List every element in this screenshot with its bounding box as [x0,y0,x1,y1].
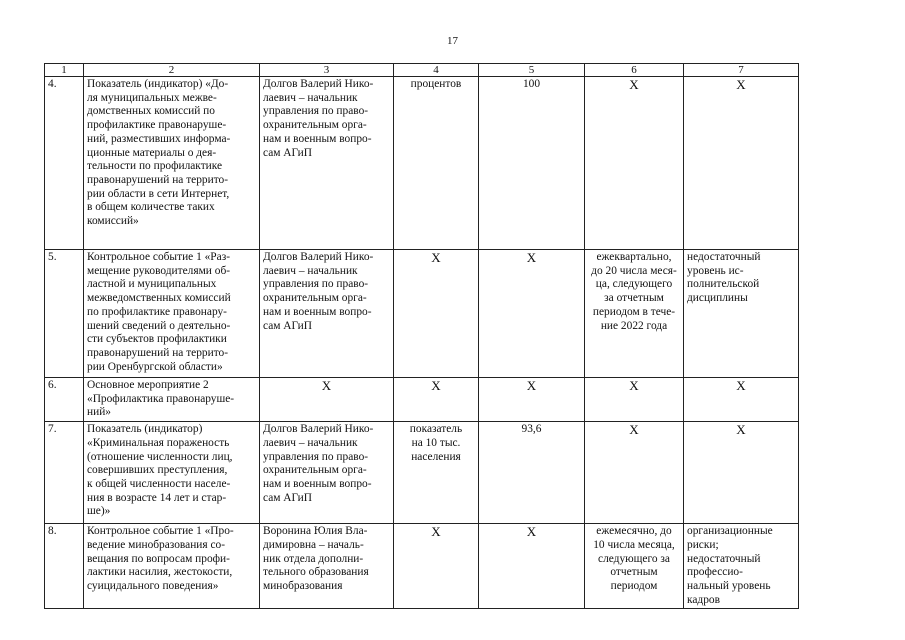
table-row [45,378,799,422]
row-deadline-text: ежеквартально, до 20 числа меся- ца, следующего за отчетным периодом в тече- ние 2022 года [591,251,677,332]
row-deadline-text: X [629,422,639,438]
row-name-text: Контрольное событие 1 «Про- ведение минобразования со- вещания по вопросам профи- лактики насилия, жестокости, суицидального поведения» [87,525,234,592]
row-risks [684,524,799,609]
header-cell-2: 2 [84,64,260,77]
row-name-text: Основное мероприятие 2 «Профилактика правонаруше- ний» [87,379,235,419]
row-risks [684,378,799,422]
table-row [45,250,799,378]
row-unit-text: X [431,250,441,265]
table-row [45,422,799,524]
row-unit [394,250,479,378]
header-cell-1: 1 [45,64,84,77]
row-unit-text: X [431,378,441,393]
row-responsible-text: Долгов Валерий Нико- лаевич – начальник управления по право- охранительным орга- нам и военным вопро- сам АГиП [263,78,374,159]
row-unit [394,77,479,250]
row-responsible-text: Долгов Валерий Нико- лаевич – начальник управления по право- охранительным орга- нам и военным вопро- сам АГиП [263,251,374,332]
row-value-text: X [526,250,537,265]
row-name [84,77,260,250]
row-deadline [585,77,684,250]
table-row [45,77,799,250]
row-name [84,422,260,524]
row-number [45,378,84,422]
row-risks [684,422,799,524]
row-value-text: X [526,378,537,393]
header-cell-6: 6 [585,64,684,77]
row-value [479,77,585,250]
row-value-text: X [526,524,537,540]
row-deadline [585,422,684,524]
row-responsible [260,524,394,609]
header-cell-3: 3 [260,64,394,77]
row-number-text: 8. [48,525,57,538]
row-responsible [260,77,394,250]
row-number-text: 5. [48,251,57,263]
table-row [45,524,799,609]
row-value [479,422,585,524]
row-deadline [585,524,684,609]
row-responsible-text: Воронина Юлия Вла- димировна – началь- ник отдела дополни- тельного образования минобразования [263,525,369,592]
row-deadline-text: X [629,77,639,92]
row-responsible-text: Долгов Валерий Нико- лаевич – начальник управления по право- охранительным орга- нам и военным вопро- сам АГиП [263,423,374,504]
row-number [45,77,84,250]
table-header-row [45,64,799,77]
row-unit-text: показатель на 10 тыс. населения [409,423,463,463]
row-value [479,524,585,609]
row-name-text: Показатель (индикатор) «Криминальная пораженость (отношение численности лиц, совершивших преступления, к общей численности населе- ния в возрасте 14 лет и стар- ше)» [87,423,233,518]
row-risks-text: недостаточный уровень ис- полнительской дисциплины [687,251,761,305]
row-risks-text: X [736,422,746,438]
header-cell-7: 7 [684,64,799,77]
row-number-text: 6. [48,379,57,391]
row-risks-text: X [736,378,746,393]
row-value-text: 100 [522,78,541,90]
row-responsible-text: X [321,378,332,393]
row-deadline-text: ежемесячно, до 10 числа месяца, следующего за отчетным периодом [593,525,675,592]
row-unit [394,378,479,422]
row-number [45,524,84,609]
row-value-text: 93,6 [521,423,542,436]
row-risks-text: X [736,77,746,92]
row-number-text: 7. [48,423,57,436]
page-number: 17 [447,35,458,47]
row-unit [394,524,479,609]
row-risks-text: организационные риски; недостаточный профессио- нальный уровень кадров [687,525,773,606]
row-name-text: Показатель (индикатор) «До- ля муниципальных межве- домственных комиссий по профилактике правонаруше- ний, разместивших информа- ционные материалы о дея- тельности по профилактике правонарушений на террито- рии области в сети Интернет, в общем количестве таких комиссий» [87,78,231,228]
row-number [45,250,84,378]
row-number [45,422,84,524]
row-value [479,378,585,422]
row-deadline-text: X [629,378,639,393]
plan-table [44,63,799,609]
row-responsible [260,250,394,378]
row-name [84,250,260,378]
header-cell-5: 5 [479,64,585,77]
row-name [84,524,260,609]
row-risks [684,77,799,250]
row-deadline [585,378,684,422]
row-name [84,378,260,422]
row-name-text: Контрольное событие 1 «Раз- мещение руководителями об- ластной и муниципальных межведомственных комиссий по профилактике правонару- шений сведений о деятельно- сти субъектов профилактики правонарушений на террито- рии Оренбургской области» [87,251,231,373]
row-risks [684,250,799,378]
row-deadline [585,250,684,378]
row-responsible [260,378,394,422]
row-unit-text: процентов [410,78,462,90]
row-value [479,250,585,378]
row-number-text: 4. [48,78,57,90]
row-unit [394,422,479,524]
row-unit-text: X [431,524,441,540]
header-cell-4: 4 [394,64,479,77]
row-responsible [260,422,394,524]
